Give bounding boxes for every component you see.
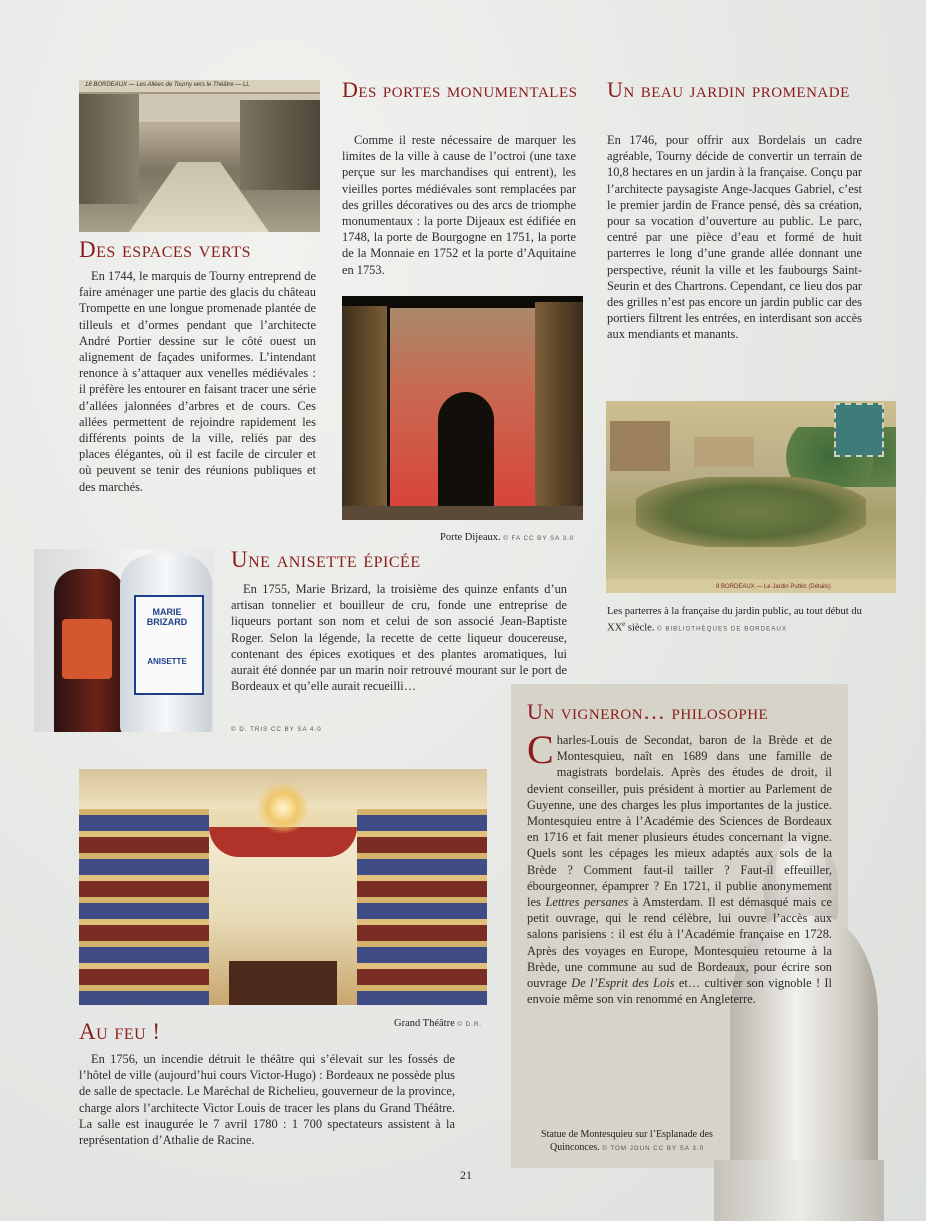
montesquieu-caption: Statue de Montesquieu sur l’Esplanade des Quinconces. © TOM JOUN CC BY SA 3.0 <box>541 1129 713 1153</box>
vigneron-text: Charles-Louis de Secondat, baron de la Brède et de Montesquieu, naît en 1689 dans une famille de magistrats bordelais. Après des études de droit, il devient conseiller, puis président à mortier au Parlement de Guyenne, une des charges les plus importantes de la justice. Montesquieu entre à l’Académie des Sciences de Bordeaux en 1716 et fait mener plusieurs études concernant la vigne. Quels sont les cépages les mieux adaptés aux sols de la Brède ? Comment faut-il tailler ? Faut-il effeuiller, ébourgeonner, épamprer ? En 1721, il publie anonymement les Lettres persanes à Amsterdam. Il est démasqué mais ce petit ouvrage, qui le rend célèbre, lui ouvre l’accès aux salons parisiens : il est élu à l’Académie française en 1728. Après des voyages en Europe, Montesquieu retourne à la Brède, une commune au sud de Bordeaux, pour écrire son ouvrage De l’Esprit des Lois et… cultiver son vignoble ! Il envoie même son vin renommé en Angleterre. <box>527 727 832 1007</box>
portes-title: Des portes monumentales <box>342 77 578 102</box>
montesquieu-credit: © TOM JOUN CC BY SA 3.0 <box>602 1145 705 1152</box>
jardin-credit: © BIBLIOTHÈQUES DE BORDEAUX <box>657 625 787 633</box>
vigneron-title: Un vigneron… philosophe <box>527 699 769 724</box>
anisette-text: En 1755, Marie Brizard, la troisième des quinze enfants d’un artisan tonnelier et bouilleur de cru, fonde une entreprise de liqueurs portant son nom et celui de son associé Jean-Baptiste Roger. Selon la légende, la recette de cette liqueur doucereuse, contenant des épices exotiques et des plantes aromatiques, lui aurait été donnée par un marin noir retrouvé mourant sur le port de Bordeaux et qu’elle aurait recueilli… <box>231 582 567 694</box>
au-feu-title: Au feu ! <box>79 1019 161 1044</box>
porte-dijeaux-caption: Porte Dijeaux. © FA CC BY SA 3.0 <box>440 532 575 543</box>
vigneron-dropcap: C <box>527 727 554 772</box>
anisette-credit: © D. TRIS CC BY SA 4.0 <box>231 726 322 733</box>
anisette-label-product: ANISETTE <box>147 657 187 666</box>
anisette-label-brand: MARIE BRIZARD <box>146 607 188 627</box>
jardin-title: Un beau jardin promenade <box>607 77 850 102</box>
porte-dijeaux-image <box>342 296 583 520</box>
jardin-postcard-image <box>606 401 896 593</box>
espaces-verts-text: En 1744, le marquis de Tourny entreprend de faire aménager une partie des glacis du château Trompette en une longue promenade plantée de tilleuls et d’ormes pendant que l’architecte André Portier dessine sur le côté ouest un alignement de façades uniformes. L’intendant renonce à s’attaquer aux venelles médiévales : il préfère les entourer en faisant tracer une série d’allées jalonnées d’arbres et de cours. Ces allées permettent de rejoindre rapidement les différents points de la ville, reliés par des places élégantes, où il est facile de circuler et où peuvent se tenir des réunions publiques et des marchés. <box>79 269 316 494</box>
jardin-text: En 1746, pour offrir aux Bordelais un cadre agréable, Tourny décide de convertir un terrain de 10,8 hectares en un jardin à la française. Conçu par l’architecte paysagiste Ange-Jacques Gabriel, c’est le premier jardin de France pensé, dès sa création, pour sa vocation d’ouverture au public. Le parc, centré par une pièce d’eau et formé de huit parterres le long d’une grande allée donnant une perspective, réunit la ville et les faubourgs Saint-Seurin et des Chartrons. Cependant, ce lieu dos par des grilles n’est pas encore un jardin public car des portiers filtrent les entrées, en interdisant son accès aux mendiants et manants. <box>607 133 862 342</box>
grand-theatre-credit: © D.R. <box>457 1021 483 1028</box>
au-feu-text: En 1756, un incendie détruit le théâtre qui s’élevait sur les fossés de l’hôtel de ville (aujourd’hui cours Victor-Hugo) : Bordeaux ne possède plus de salle de spectacle. Le Maréchal de Richelieu, gouverneur de la province, charge alors l’architecte Victor Louis de tracer les plans du Grand Théâtre. La salle est inaugurée le 7 avril 1780 : 1 700 spectateurs assistent à la représentation d’Athalie de Racine. <box>79 1052 455 1148</box>
postage-stamp-icon <box>834 403 884 457</box>
page-number: 21 <box>460 1168 472 1182</box>
anisette-title: Une anisette épicée <box>231 547 421 572</box>
porte-dijeaux-credit: © FA CC BY SA 3.0 <box>503 535 575 542</box>
tourny-postcard-image <box>79 80 320 232</box>
portes-text: Comme il reste nécessaire de marquer les limites de la ville à cause de l’octroi (une taxe perçue sur les marchandises qui entrent), les vieilles portes médiévales sont remplacées par des grilles décoratives ou des arcs de triomphe monumentaux : la porte Dijeaux est édifiée en 1748, la porte de Bourgogne en 1751, la porte de la Monnaie en 1752 et la porte d’Aquitaine en 1753. <box>342 133 576 277</box>
anisette-bottles-image <box>34 549 214 732</box>
chandelier-icon <box>255 783 311 833</box>
grand-theatre-image <box>79 769 487 1005</box>
grand-theatre-caption: Grand Théâtre © D.R. <box>394 1018 483 1029</box>
tourny-postcard-caption: 18 BORDEAUX — Les Allées de Tourny vers le Théâtre — LL <box>85 82 250 88</box>
espaces-verts-title: Des espaces verts <box>79 237 251 262</box>
jardin-postcard-band: 8 BORDEAUX — Le Jardin Public (Détails) <box>716 584 831 590</box>
jardin-caption: Les parterres à la française du jardin public, au tout début du XXe siècle. © BIBLIOTHÈQUES DE BORDEAUX <box>607 606 862 634</box>
